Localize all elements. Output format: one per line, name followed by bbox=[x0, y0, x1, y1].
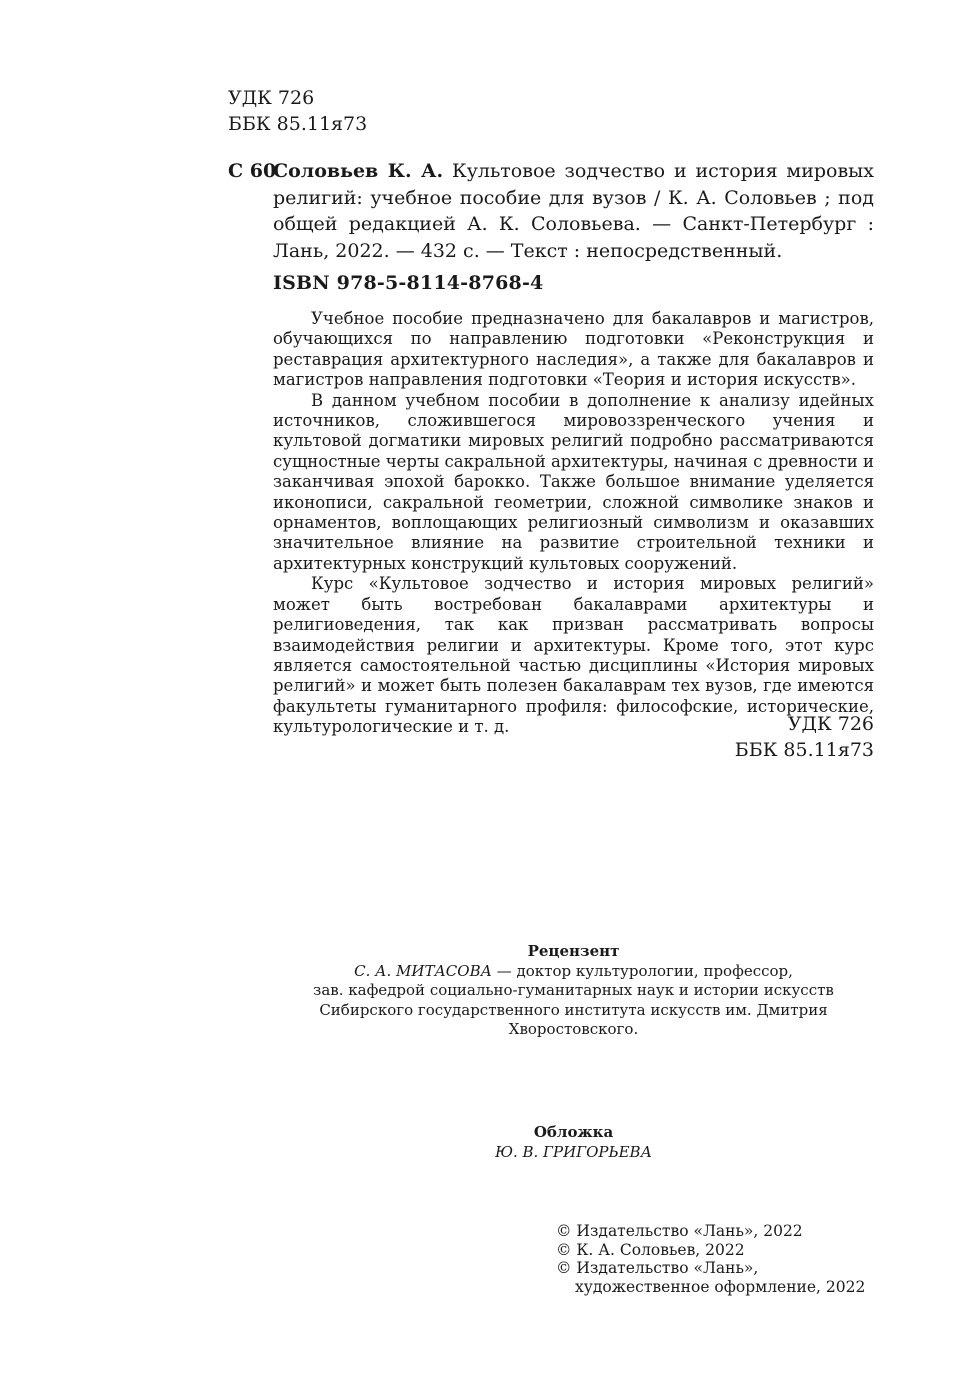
bibliographic-description: Культовое зодчество и история мировых религий: учебное пособие для вузов / К. А. Соловьев ; под общей редакцией А. К. Соловьева. — Санкт-Петербург : Лань, 2022. — 432 с. — Текст : непосредственный. bbox=[273, 160, 874, 262]
bibliographic-entry bbox=[273, 158, 874, 264]
author-name: Соловьев К. А. bbox=[273, 160, 444, 182]
bibliographic-record bbox=[228, 158, 874, 264]
reviewer-heading: Рецензент bbox=[527, 942, 620, 960]
reviewer-title: — доктор культурологии, профессор, bbox=[491, 961, 793, 980]
annotation-paragraph: Курс «Культовое зодчество и история мировых религий» может быть востребован бакалаврами архитектуры и религиоведения, так как призван рассматривать вопросы взаимодействия религии и архитектуры. Кроме того, этот курс является самостоятельной частью дисциплины «История мировых религий» и может быть полезен бакалаврам тех вузов, где имеются факультеты гуманитарного профиля: философские, исторические, культурологические и т. д. bbox=[273, 574, 874, 737]
top-classification-codes bbox=[228, 85, 367, 137]
copyright-line: © Издательство «Лань», 2022 bbox=[556, 1222, 803, 1240]
udk-code-top: УДК 726 bbox=[228, 87, 315, 109]
annotation-paragraph: В данном учебном пособии в дополнение к анализу идейных источников, сложившегося мировоззренческого учения и культовой догматики мировых религий подробно рассматриваются сущностные черты сакральной архитектуры, начиная с древности и заканчивая эпохой барокко. Также большое внимание уделяется иконописи, сакральной геометрии, сложной символике знаков и орнаментов, воплощающих религиозный символизм и оказавших значительное влияние на развитие строительной техники и архитектурных конструкций культовых сооружений. bbox=[273, 390, 874, 573]
author-cipher: С 60 bbox=[228, 160, 277, 182]
copyright-block bbox=[556, 1222, 876, 1296]
copyright-line: художественное оформление, 2022 bbox=[575, 1277, 866, 1296]
reviewer-line-3: Сибирского государственного института искусств им. Дмитрия Хворостовского. bbox=[319, 1000, 828, 1038]
bbk-code-top: ББК 85.11я73 bbox=[228, 113, 368, 135]
cover-designer-name: Ю. В. ГРИГОРЬЕВА bbox=[495, 1142, 652, 1161]
reviewer-line-2: зав. кафедрой социально-гуманитарных наук и истории искусств bbox=[313, 981, 834, 999]
copyright-line: © К. А. Соловьев, 2022 bbox=[556, 1240, 745, 1259]
reviewer-block bbox=[273, 942, 874, 1040]
cover-heading: Обложка bbox=[533, 1123, 614, 1141]
annotation bbox=[273, 309, 874, 738]
reviewer-line-1 bbox=[273, 962, 874, 982]
bottom-classification-codes bbox=[700, 711, 874, 763]
cover-block bbox=[273, 1123, 874, 1162]
isbn: ISBN 978-5-8114-8768-4 bbox=[273, 272, 544, 294]
udk-code-bottom: УДК 726 bbox=[787, 713, 874, 735]
annotation-paragraph: Учебное пособие предназначено для бакалавров и магистров, обучающихся по направлению подготовки «Реконструкция и реставрация архитектурного наследия», а также для бакалавров и магистров направления подготовки «Теория и история искусств». bbox=[273, 309, 874, 390]
copyright-line: © Издательство «Лань», bbox=[556, 1259, 759, 1277]
reviewer-name: С. А. МИТАСОВА bbox=[354, 961, 492, 980]
bbk-code-bottom: ББК 85.11я73 bbox=[734, 739, 874, 761]
